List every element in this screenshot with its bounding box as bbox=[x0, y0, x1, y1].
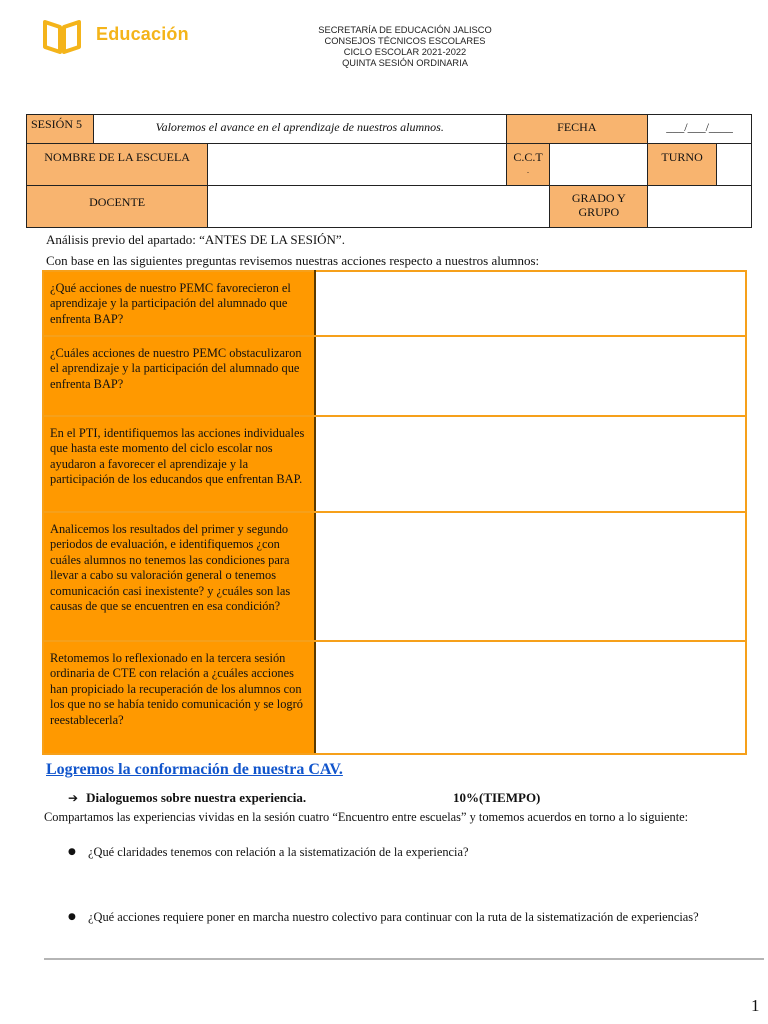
question-text: En el PTI, identifiquemos las acciones individuales que hasta este momento del ciclo escolar nos ayudaron a favorecer el aprendizaje y la participación de los educandos que enfrentan BAP. bbox=[50, 426, 305, 487]
turno-value-cell[interactable] bbox=[717, 144, 752, 186]
subtitle: Dialoguemos sobre nuestra experiencia. bbox=[86, 790, 307, 805]
question-row bbox=[43, 641, 746, 754]
grado-label-cell bbox=[550, 186, 648, 228]
cct-value-cell[interactable] bbox=[550, 144, 648, 186]
docente-label-cell bbox=[27, 186, 208, 228]
cct-label-cell bbox=[506, 144, 550, 186]
session-title-cell bbox=[93, 115, 506, 144]
time-label: 10%(TIEMPO) bbox=[453, 790, 541, 805]
answer-cell[interactable] bbox=[315, 641, 746, 754]
header-line: CICLO ESCOLAR 2021-2022 bbox=[343, 47, 467, 57]
section-title-link[interactable]: Logremos la conformación de nuestra CAV. bbox=[46, 761, 343, 778]
header-line: SECRETARÍA DE EDUCACIÓN JALISCO bbox=[318, 25, 492, 35]
question-cell bbox=[43, 271, 315, 336]
bullet-item bbox=[68, 845, 746, 860]
question-cell bbox=[43, 641, 315, 754]
grado-value-cell[interactable] bbox=[648, 186, 752, 228]
question-cell bbox=[43, 512, 315, 641]
answer-cell[interactable] bbox=[315, 271, 746, 336]
question-cell bbox=[43, 336, 315, 416]
session-label: SESIÓN 5 bbox=[31, 117, 83, 131]
cct-label: C.C.T bbox=[513, 150, 543, 164]
answer-cell[interactable] bbox=[315, 416, 746, 512]
fecha-value-cell[interactable] bbox=[648, 115, 752, 144]
grado-label: GRADO Y bbox=[571, 191, 626, 205]
intro-line-2: Con base en las siguientes preguntas revisemos nuestras acciones respecto a nuestros alumnos: bbox=[46, 253, 540, 268]
intro-line-1: Análisis previo del apartado: “ANTES DE LA SESIÓN”. bbox=[46, 232, 345, 247]
answer-cell[interactable] bbox=[315, 512, 746, 641]
fecha-label-cell bbox=[506, 115, 648, 144]
bullet-text: ¿Qué acciones requiere poner en marcha nuestro colectivo para continuar con la ruta de la sistematización de experiencias? bbox=[88, 910, 699, 924]
school-label-cell bbox=[27, 144, 208, 186]
grupo-label: GRUPO bbox=[578, 205, 620, 219]
educacion-logo bbox=[42, 18, 222, 58]
fecha-value: ___/___/____ bbox=[666, 120, 733, 134]
page-number: 1 bbox=[751, 996, 760, 1015]
question-text: ¿Qué acciones de nuestro PEMC favorecieron el aprendizaje y la participación del alumnado que enfrenta BAP? bbox=[50, 281, 291, 326]
session-info-table bbox=[26, 114, 752, 228]
arrow-right-icon: ➔ bbox=[68, 791, 79, 805]
cct-dot: . bbox=[526, 166, 529, 175]
question-text: Analicemos los resultados del primer y segundo periodos de evaluación, e identifiquemos ¿con cuáles alumnos no tenemos las condiciones para llevar a cabo su valoración general o tenemos comunicación casi inexistente? y ¿cuáles son las causas de que se encuentren en esa condición? bbox=[50, 522, 291, 614]
docente-label: DOCENTE bbox=[89, 195, 146, 209]
question-cell bbox=[43, 416, 315, 512]
section-paragraph: Compartamos las experiencias vividas en la sesión cuatro “Encuentro entre escuelas” y tomemos acuerdos en torno a lo siguiente: bbox=[44, 810, 689, 824]
question-row bbox=[43, 416, 746, 512]
footer-divider bbox=[44, 958, 764, 960]
answer-cell[interactable] bbox=[315, 336, 746, 416]
subtitle-row bbox=[68, 790, 306, 806]
bullet-item bbox=[68, 910, 746, 925]
open-book-icon bbox=[42, 18, 82, 56]
question-text: ¿Cuáles acciones de nuestro PEMC obstaculizaron el aprendizaje y la participación del alumnado que enfrenta BAP? bbox=[50, 346, 302, 391]
turno-label: TURNO bbox=[661, 150, 703, 164]
bullet-dot-icon: ● bbox=[68, 912, 76, 922]
logo-text: Educación bbox=[96, 24, 189, 44]
questions-table bbox=[42, 270, 747, 755]
header-line: QUINTA SESIÓN ORDINARIA bbox=[342, 58, 468, 68]
question-row bbox=[43, 271, 746, 336]
turno-label-cell bbox=[648, 144, 717, 186]
question-text: Retomemos lo reflexionado en la tercera sesión ordinaria de CTE con relación a ¿cuáles acciones han propiciado la recuperación de los alumnos con los que no se había tenido comunicación y se logró reestablecerla? bbox=[50, 651, 303, 727]
school-value-cell[interactable] bbox=[208, 144, 506, 186]
bullet-text: ¿Qué claridades tenemos con relación a la sistematización de la experiencia? bbox=[88, 845, 469, 859]
docente-value-cell[interactable] bbox=[208, 186, 550, 228]
bullet-dot-icon: ● bbox=[68, 847, 76, 857]
question-row bbox=[43, 512, 746, 641]
session-title: Valoremos el avance en el aprendizaje de nuestros alumnos. bbox=[155, 120, 444, 134]
session-label-cell bbox=[27, 115, 94, 144]
school-label: NOMBRE DE LA ESCUELA bbox=[44, 150, 190, 164]
header-lines bbox=[250, 25, 560, 69]
question-row bbox=[43, 336, 746, 416]
fecha-label: FECHA bbox=[557, 120, 597, 134]
header-line: CONSEJOS TÉCNICOS ESCOLARES bbox=[324, 36, 486, 46]
